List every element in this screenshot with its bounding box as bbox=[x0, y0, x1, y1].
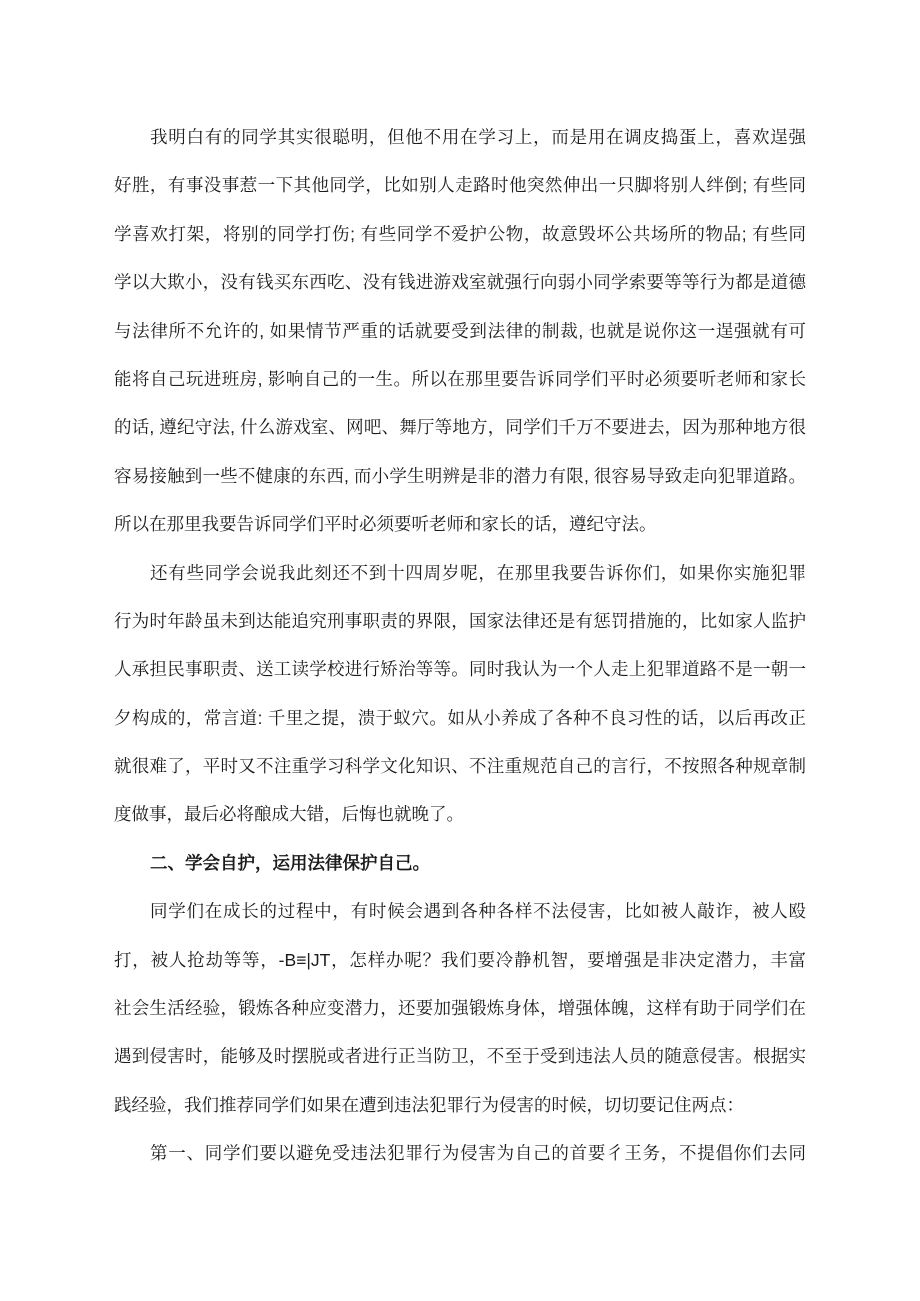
text-line: 打，被人抢劫等等，-B≡|JT，怎样办呢？我们要冷静机智，要增强是非决定潜力，丰富 bbox=[114, 949, 806, 970]
text-line: 所以在那里我要告诉同学们平时必须要听老师和家长的话，遵纪守法。 bbox=[114, 514, 657, 535]
text-line: 践经验，我们推荐同学们如果在遭到违法犯罪行为侵害的时候，切切要记住两点： bbox=[114, 1094, 744, 1115]
text-line: 人承担民事职责、送工读学校进行矫治等等。同时我认为一个人走上犯罪道路不是一朝一 bbox=[114, 659, 806, 680]
section-heading: 二、学会自护，运用法律保护自己。 bbox=[150, 852, 430, 873]
text-line: 我明白有的同学其实很聪明，但他不用在学习上，而是用在调皮捣蛋上，喜欢逞强 bbox=[150, 127, 806, 147]
text-line: 学以大欺小，没有钱买东西吃、没有钱进游戏室就强行向弱小同学索要等等行为都是道德 bbox=[114, 272, 806, 293]
text-line: 度做事，最后必将酿成大错，后悔也就晚了。 bbox=[114, 804, 464, 825]
text-line: 行为时年龄虽未到达能追究刑事职责的界限，国家法律还是有惩罚措施的，比如家人监护 bbox=[114, 610, 806, 631]
text-line: 夕构成的，常言道: 千里之提，溃于蚁穴。如从小养成了各种不良习性的话，以后再改正 bbox=[114, 707, 806, 728]
page-text bbox=[114, 113, 806, 1178]
text-line: 就很难了，平时又不注重学习科学文化知识、不注重规范自己的言行，不按照各种规章制 bbox=[114, 756, 806, 777]
text-line: 第一、同学们要以避免受违法犯罪行为侵害为自己的首要彳王务，不提倡你们去同 bbox=[150, 1143, 806, 1164]
text-line: 的话, 遵纪守法, 什么游戏室、网吧、舞厅等地方，同学们千万不要进去，因为那种地方很 bbox=[114, 417, 806, 438]
text-line: 能将自己玩进班房, 影响自己的一生。所以在那里要告诉同学们平时必须要听老师和家长 bbox=[114, 368, 806, 389]
text-line: 社会生活经验，锻炼各种应变潜力，还要加强锻炼身体，增强体魄，这样有助于同学们在 bbox=[114, 998, 806, 1019]
text-line: 与法律所不允许的, 如果情节严重的话就要受到法律的制裁, 也就是说你这一逞强就有可 bbox=[114, 320, 806, 341]
text-line: 好胜，有事没事惹一下其他同学，比如别人走路时他突然伸出一只脚将别人绊倒; 有些同 bbox=[114, 175, 806, 196]
text-line: 还有些同学会说我此刻还不到十四周岁呢，在那里我要告诉你们，如果你实施犯罪 bbox=[150, 562, 806, 583]
text-line: 学喜欢打架，将别的同学打伤; 有些同学不爱护公物，故意毁坏公共场所的物品; 有些同 bbox=[114, 223, 806, 244]
text-line: 同学们在成长的过程中，有时候会遇到各种各样不法侵害，比如被人敲诈，被人殴 bbox=[150, 901, 806, 922]
text-line: 遇到侵害时，能够及时摆脱或者进行正当防卫，不至于受到违法人员的随意侵害。根据实 bbox=[114, 1046, 806, 1067]
text-line: 容易接触到一些不健康的东西, 而小学生明辨是非的潜力有限, 很容易导致走向犯罪道路。 bbox=[114, 465, 806, 486]
